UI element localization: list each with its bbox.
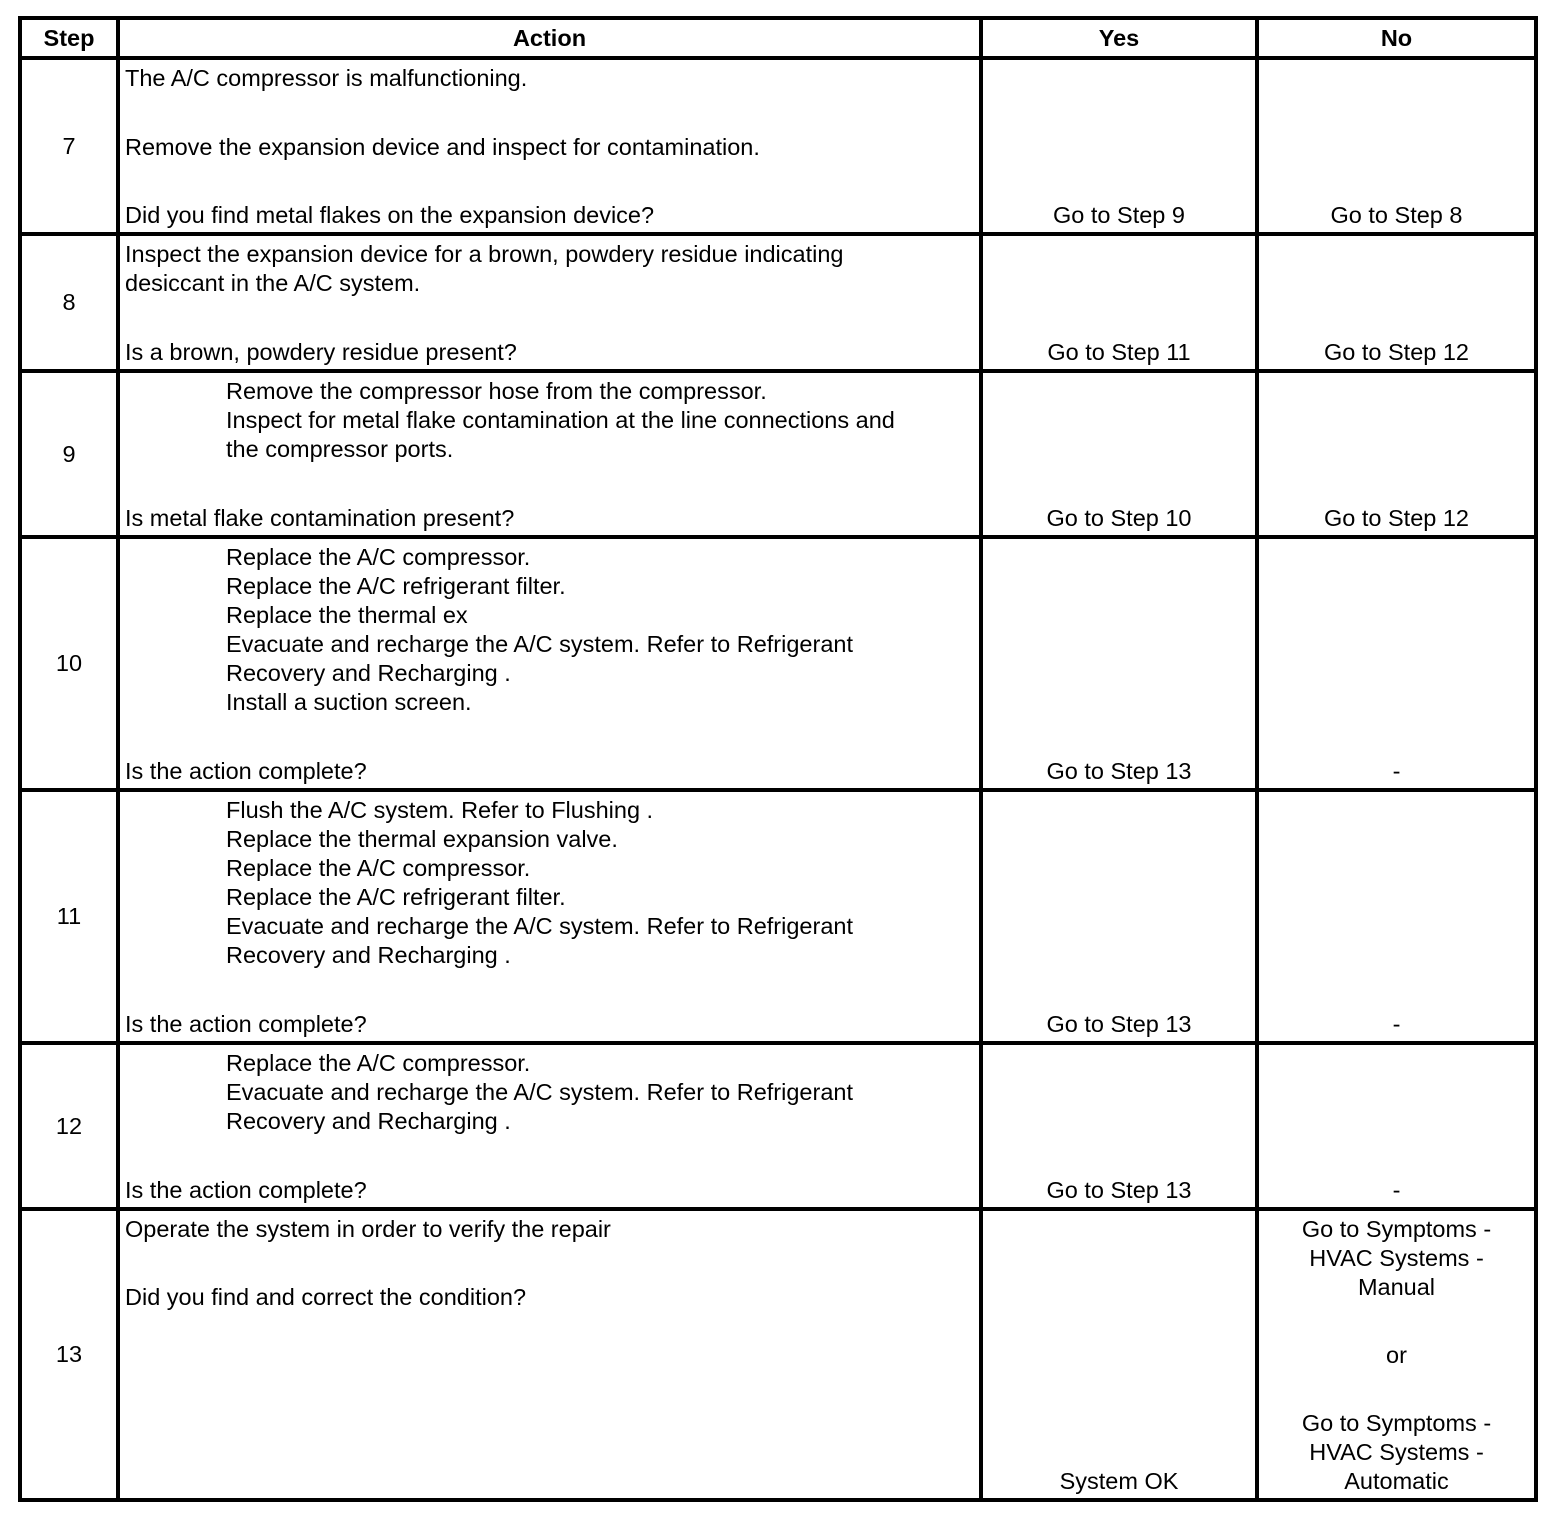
action-instruction: Operate the system in order to verify the repair xyxy=(125,1216,611,1242)
action-question: Is a brown, powdery residue present? xyxy=(125,339,517,365)
no-option-manual-line[interactable]: HVAC Systems - xyxy=(1309,1245,1484,1271)
no-cell[interactable]: Go to Step 8 xyxy=(1257,58,1536,234)
action-list xyxy=(125,796,975,970)
table-row-step-8 xyxy=(20,234,1536,371)
no-cell[interactable]: - xyxy=(1257,790,1536,1043)
no-option-or: or xyxy=(1386,1342,1407,1368)
no-option-automatic-line[interactable]: Automatic xyxy=(1344,1468,1449,1494)
action-cell xyxy=(118,1043,981,1209)
action-list xyxy=(125,1049,975,1136)
list-item: Recovery and Recharging . xyxy=(226,660,511,686)
yes-cell[interactable]: Go to Step 11 xyxy=(981,234,1257,371)
action-cell xyxy=(118,790,981,1043)
step-number: 13 xyxy=(20,1209,118,1500)
header-row xyxy=(20,18,1536,58)
action-list xyxy=(125,543,975,717)
action-question: Is metal flake contamination present? xyxy=(125,505,515,531)
no-option-manual-line[interactable]: Go to Symptoms - xyxy=(1301,1216,1492,1242)
action-question: Is the action complete? xyxy=(125,758,367,784)
header-step: Step xyxy=(20,18,118,58)
action-intro: The A/C compressor is malfunctioning. xyxy=(125,65,528,91)
header-action: Action xyxy=(118,18,981,58)
action-cell xyxy=(118,371,981,537)
no-cell[interactable]: Go to Step 12 xyxy=(1257,234,1536,371)
yes-cell[interactable]: Go to Step 10 xyxy=(981,371,1257,537)
yes-cell[interactable]: Go to Step 13 xyxy=(981,537,1257,790)
diagnostic-table xyxy=(18,16,1538,1502)
header-yes: Yes xyxy=(981,18,1257,58)
no-option-manual-line[interactable]: Manual xyxy=(1357,1274,1436,1300)
list-item: Replace the A/C refrigerant filter. xyxy=(226,884,566,910)
yes-cell[interactable]: Go to Step 9 xyxy=(981,58,1257,234)
action-question: Is the action complete? xyxy=(125,1177,367,1203)
header-no: No xyxy=(1257,18,1536,58)
table-row-step-12 xyxy=(20,1043,1536,1209)
list-item: Replace the A/C compressor. xyxy=(226,1050,531,1076)
yes-cell[interactable]: Go to Step 13 xyxy=(981,1043,1257,1209)
yes-cell[interactable]: Go to Step 13 xyxy=(981,790,1257,1043)
list-item: Recovery and Recharging . xyxy=(226,942,511,968)
step-number: 10 xyxy=(20,537,118,790)
action-question: Did you find metal flakes on the expansion device? xyxy=(125,202,655,228)
list-item: Replace the thermal expansion valve. xyxy=(226,826,618,852)
action-instruction-line: desiccant in the A/C system. xyxy=(125,270,421,296)
no-option-automatic-line[interactable]: Go to Symptoms - xyxy=(1301,1410,1492,1436)
action-question: Is the action complete? xyxy=(125,1011,367,1037)
table-row-step-9 xyxy=(20,371,1536,537)
yes-cell[interactable]: System OK xyxy=(981,1209,1257,1500)
step-number: 9 xyxy=(20,371,118,537)
table-row-step-13 xyxy=(20,1209,1536,1500)
list-item: Replace the A/C refrigerant filter. xyxy=(226,573,566,599)
action-cell xyxy=(118,58,981,234)
table-row-step-10 xyxy=(20,537,1536,790)
action-instruction: Remove the expansion device and inspect for contamination. xyxy=(125,133,760,160)
action-cell xyxy=(118,537,981,790)
no-cell[interactable]: Go to Step 12 xyxy=(1257,371,1536,537)
no-option-automatic-line[interactable]: HVAC Systems - xyxy=(1309,1439,1484,1465)
list-item: Replace the A/C compressor. xyxy=(226,855,531,881)
list-item: Evacuate and recharge the A/C system. Refer to Refrigerant xyxy=(226,1079,853,1105)
no-cell[interactable]: - xyxy=(1257,537,1536,790)
list-item: Install a suction screen. xyxy=(226,689,472,715)
list-item: Flush the A/C system. Refer to Flushing . xyxy=(226,797,654,823)
table-row-step-7 xyxy=(20,58,1536,234)
step-number: 11 xyxy=(20,790,118,1043)
list-item: Evacuate and recharge the A/C system. Refer to Refrigerant xyxy=(226,913,853,939)
action-list xyxy=(125,377,975,464)
action-cell xyxy=(118,234,981,371)
no-cell[interactable]: - xyxy=(1257,1043,1536,1209)
list-item: Recovery and Recharging . xyxy=(226,1108,511,1134)
list-item: the compressor ports. xyxy=(226,436,454,462)
list-item: Evacuate and recharge the A/C system. Refer to Refrigerant xyxy=(226,631,853,657)
no-cell xyxy=(1257,1209,1536,1500)
list-item: Remove the compressor hose from the compressor. xyxy=(226,378,767,404)
step-number: 8 xyxy=(20,234,118,371)
table-row-step-11 xyxy=(20,790,1536,1043)
action-instruction-line: Inspect the expansion device for a brown, powdery residue indicating xyxy=(125,241,844,267)
list-item: Replace the thermal ex xyxy=(226,602,468,628)
action-question: Did you find and correct the condition? xyxy=(125,1284,527,1310)
step-number: 12 xyxy=(20,1043,118,1209)
step-number: 7 xyxy=(20,58,118,234)
list-item: Replace the A/C compressor. xyxy=(226,544,531,570)
list-item: Inspect for metal flake contamination at the line connections and xyxy=(226,407,895,433)
action-cell xyxy=(118,1209,981,1500)
